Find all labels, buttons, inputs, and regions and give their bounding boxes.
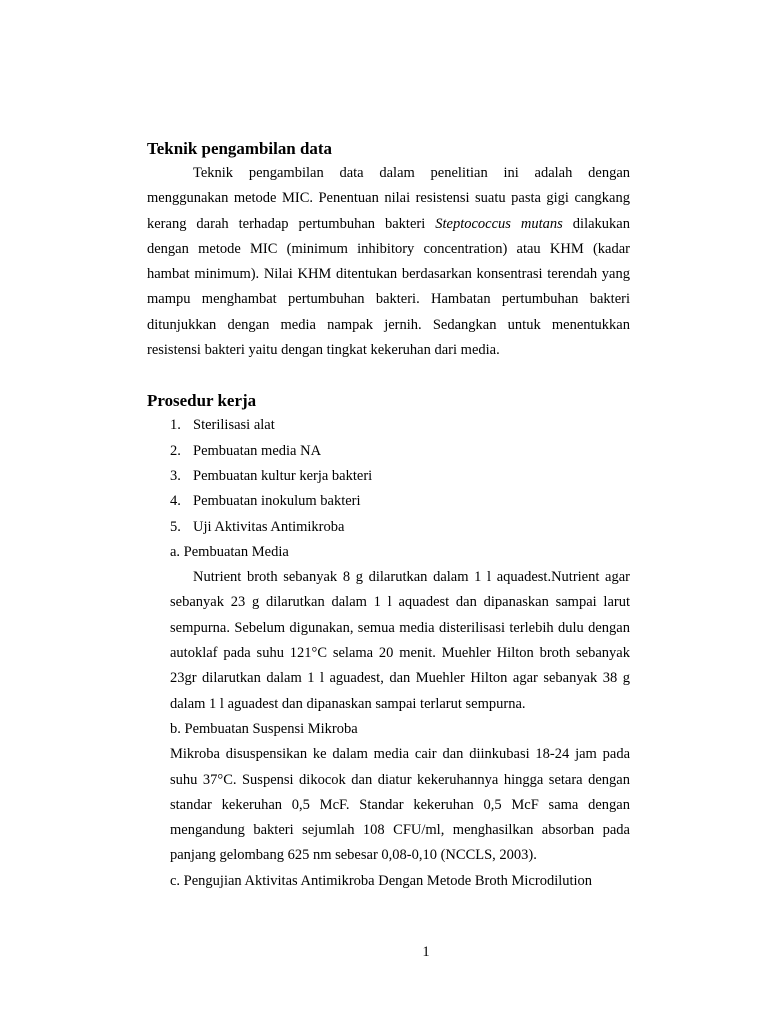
- species-name: Steptococcus mutans: [435, 215, 563, 232]
- list-item: [147, 489, 630, 514]
- section-title-prosedur: Prosedur kerja: [147, 391, 257, 411]
- section-gap: [147, 363, 630, 388]
- list-number: 5.: [170, 518, 181, 535]
- list-number: 3.: [170, 467, 181, 484]
- list-item: [147, 439, 630, 464]
- list-text: Sterilisasi alat: [193, 417, 275, 434]
- subsection-media: [170, 540, 630, 894]
- list-text: Pembuatan media NA: [193, 442, 322, 459]
- list-text: Pembuatan kultur kerja bakteri: [193, 467, 373, 484]
- subsection-title-c: c. Pengujian Aktivitas Antimikroba Dengan Metode Broth Microdilution: [170, 872, 593, 889]
- list-number: 1.: [170, 417, 181, 434]
- subsection-paragraph-b: Mikroba disuspensikan ke dalam media cair dan diinkubasi 18-24 jam pada suhu 37°C. Suspensi dikocok dan diatur kekeruhannya hingga setara dengan standar kekeruhan 0,5 McF. Standar kekeruhan 0,5 McF sama dengan mengandung bakteri sejumlah 108 CFU/ml, menghasilkan absorban pada panjang gelombang 625 nm sebesar 0,08-0,10 (NCCLS, 2003).: [170, 746, 630, 864]
- list-number: 2.: [170, 442, 181, 459]
- page-number: 1: [422, 944, 430, 960]
- list-text: Pembuatan inokulum bakteri: [193, 493, 361, 510]
- paragraph-text-start: Teknik pengambilan data dalam penelitian ini adalah dengan menggunakan metode MIC. Penentuan nilai resistensi suatu pasta gigi cangkang kerang darah terhadap pertumbuhan bakteri: [147, 165, 630, 232]
- list-item: [147, 413, 630, 438]
- section-title-teknik: Teknik pengambilan data: [147, 139, 332, 158]
- section-paragraph-teknik: [147, 161, 630, 363]
- paragraph-text-end: dilakukan dengan metode MIC (minimum inhibitory concentration) atau KHM (kadar hambat minimum). Nilai KHM ditentukan berdasarkan konsentrasi terendah yang mampu menghambat pertumbuhan bakteri. Hambatan pertumbuhan bakteri ditunjukkan dengan media nampak jernih. Sedangkan untuk menentukkan resistensi bakteri yaitu dengan tingkat kekeruhan dari media.: [147, 215, 630, 359]
- subsection-paragraph-a: Nutrient broth sebanyak 8 g dilarutkan dalam 1 l aquadest.Nutrient agar sebanyak 23 g dilarutkan dalam 1 l aquadest dan dipanaskan sampai larut sempurna. Sebelum digunakan, semua media disterilisasi terlebih dulu dengan autoklaf pada suhu 121°C selama 20 menit. Muehler Hilton broth sebanyak 23gr dilarutkan dalam 1 l aguadest, dan Muehler Hilton agar sebanyak 38 g dalam 1 l aguadest dan dipanaskan sampai terlarut sempurna.: [170, 569, 630, 712]
- subsection-title-b: b. Pembuatan Suspensi Mikroba: [170, 720, 358, 737]
- list-number: 4.: [170, 493, 181, 510]
- procedure-list: [147, 413, 630, 539]
- list-item: [147, 515, 630, 540]
- list-text: Uji Aktivitas Antimikroba: [193, 518, 345, 535]
- list-item: [147, 464, 630, 489]
- page-content: [147, 136, 630, 894]
- subsection-title-a: a. Pembuatan Media: [170, 543, 289, 560]
